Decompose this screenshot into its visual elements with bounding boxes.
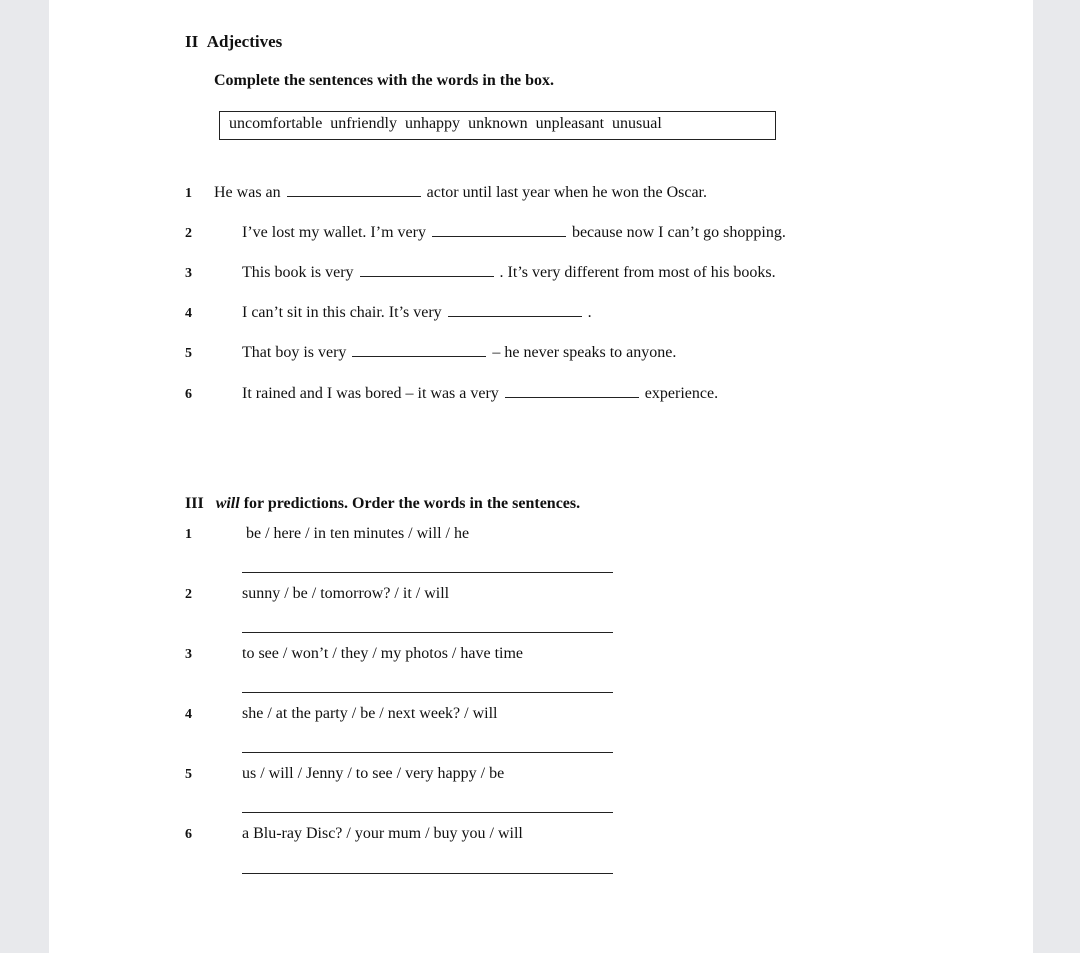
item-number: 4 xyxy=(185,306,192,321)
section-2-heading xyxy=(185,32,282,52)
answer-blank[interactable] xyxy=(432,235,566,237)
answer-blank[interactable] xyxy=(352,355,486,357)
answer-line[interactable] xyxy=(242,752,613,753)
item-number: 5 xyxy=(185,767,192,782)
sentence-start: He was an xyxy=(214,184,281,201)
answer-line[interactable] xyxy=(242,812,613,813)
section-2-number: II xyxy=(185,32,199,51)
word-box-item: unusual xyxy=(612,115,662,132)
section-3-title: for predictions. Order the words in the sentences. xyxy=(239,495,581,512)
section-2-title: Adjectives xyxy=(206,32,283,51)
answer-line[interactable] xyxy=(242,572,613,573)
sentence-item xyxy=(214,184,707,202)
item-number: 2 xyxy=(185,587,192,602)
item-number: 1 xyxy=(185,186,192,201)
sentence-item xyxy=(242,344,676,362)
sentence-end: because now I can’t go shopping. xyxy=(571,224,786,241)
word-order-prompt: a Blu-ray Disc? / your mum / buy you / will xyxy=(242,825,523,842)
sentence-start: It rained and I was bored – it was a very xyxy=(242,385,499,402)
item-number: 5 xyxy=(185,346,192,361)
sentence-start: I’ve lost my wallet. I’m very xyxy=(242,224,426,241)
item-number: 6 xyxy=(185,827,192,842)
sentence-start: That boy is very xyxy=(242,344,347,361)
item-number: 2 xyxy=(185,226,192,241)
word-order-prompt: sunny / be / tomorrow? / it / will xyxy=(242,585,450,602)
answer-line[interactable] xyxy=(242,632,613,633)
sentence-end: actor until last year when he won the Oscar. xyxy=(426,184,707,201)
word-order-prompt: us / will / Jenny / to see / very happy / be xyxy=(242,765,505,782)
word-order-prompt: be / here / in ten minutes / will / he xyxy=(246,525,470,542)
word-box-item: uncomfortable xyxy=(229,115,323,132)
sentence-item xyxy=(242,304,592,322)
word-order-prompt: to see / won’t / they / my photos / have time xyxy=(242,645,523,662)
answer-blank[interactable] xyxy=(287,195,421,197)
answer-blank[interactable] xyxy=(360,275,494,277)
answer-blank[interactable] xyxy=(505,396,639,398)
section-3-heading xyxy=(185,495,580,513)
section-2-instruction: Complete the sentences with the words in the box. xyxy=(214,72,554,89)
item-number: 4 xyxy=(185,707,192,722)
item-number: 1 xyxy=(185,527,192,542)
sentence-end: . It’s very different from most of his books. xyxy=(499,264,776,281)
section-3-title-italic: will xyxy=(215,495,240,512)
answer-line[interactable] xyxy=(242,692,613,693)
sentence-end: . xyxy=(587,304,592,321)
word-box-item: unpleasant xyxy=(535,115,605,132)
sentence-item xyxy=(242,264,776,282)
sentence-item xyxy=(242,224,786,242)
worksheet-page xyxy=(49,0,1033,953)
item-number: 3 xyxy=(185,647,192,662)
item-number: 3 xyxy=(185,266,192,281)
word-box-item: unknown xyxy=(468,115,528,132)
answer-line[interactable] xyxy=(242,873,613,874)
sentence-start: This book is very xyxy=(242,264,354,281)
sentence-end: – he never speaks to anyone. xyxy=(492,344,677,361)
word-box-item: unfriendly xyxy=(330,115,397,132)
word-box-item: unhappy xyxy=(404,115,461,132)
sentence-item xyxy=(242,385,718,403)
answer-blank[interactable] xyxy=(448,315,582,317)
section-3-number: III xyxy=(185,495,204,512)
sentence-end: experience. xyxy=(644,385,719,402)
item-number: 6 xyxy=(185,387,192,402)
word-box xyxy=(219,111,776,140)
sentence-start: I can’t sit in this chair. It’s very xyxy=(242,304,442,321)
word-order-prompt: she / at the party / be / next week? / will xyxy=(242,705,498,722)
